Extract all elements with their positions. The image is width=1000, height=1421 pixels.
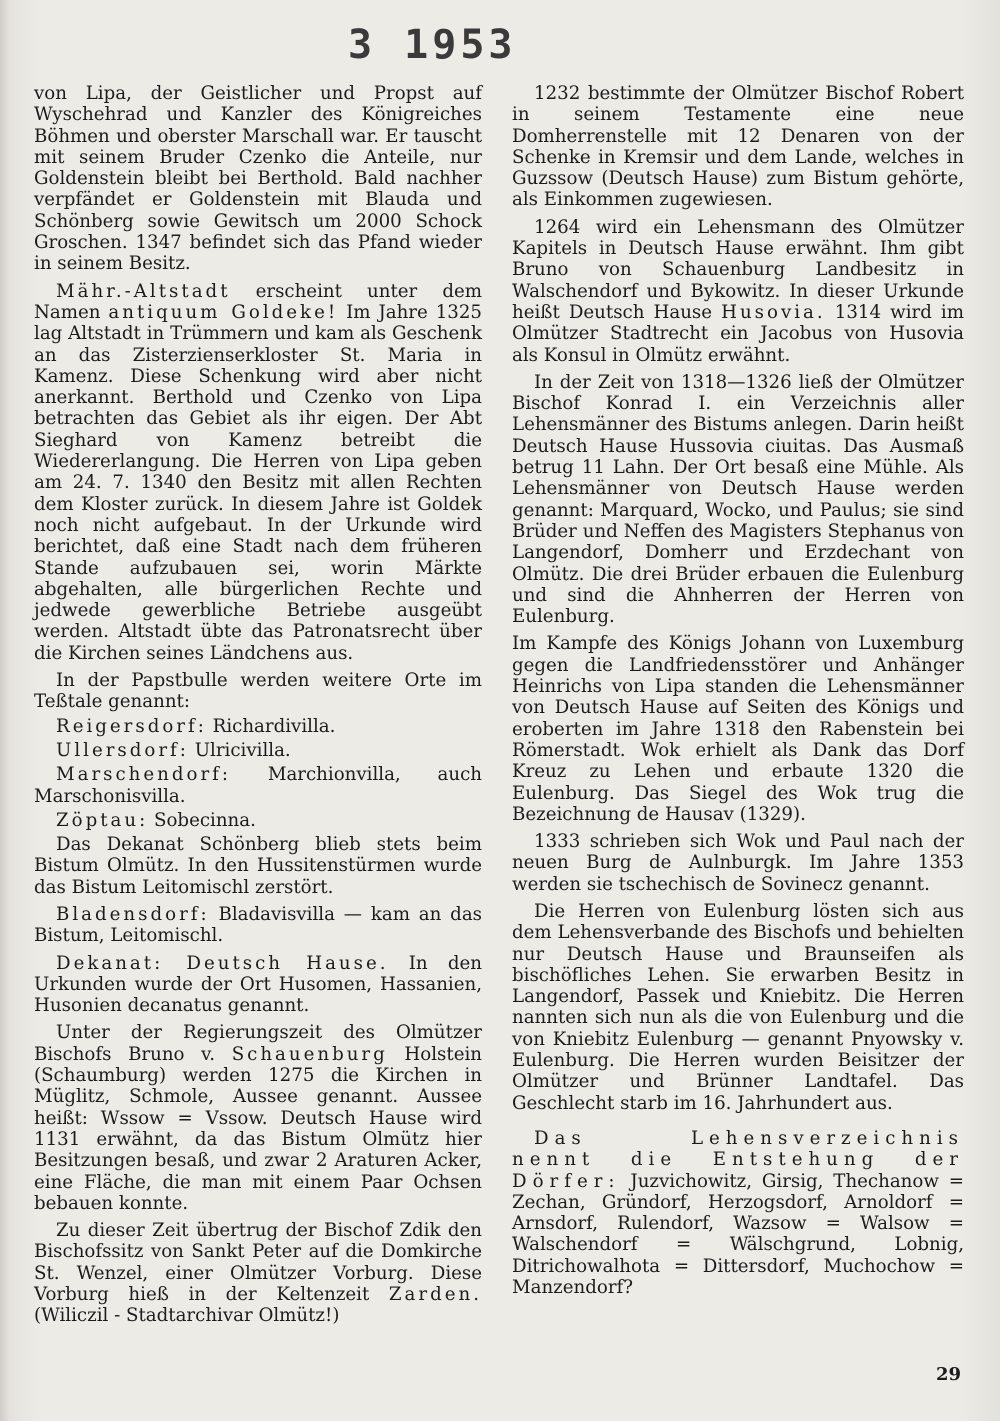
text-run: Unter der Regierungszeit des Olmützer Bischofs Bruno v. [34, 1022, 482, 1065]
paragraph: Die Herren von Eulenburg lösten sich aus dem Lehensverbande des Bischofs und behielten nur Deutsch Hause und Braunseifen als bischöfliches Lehen. Sie erwarben Besitz in Langendorf, Passek und Kniebitz. Die Herren nannten sich nun als die von Eulenburg und die von Kniebitz Eulenburg — genannt Pnyowsky v. Eulenburg. Die Herren wurden Beisitzer der Olmützer und Brünner Landtafel. Das Geschlecht starb im 16. Jahrhundert aus. [512, 900, 964, 1114]
paragraph: 1232 bestimmte der Olmützer Bischof Robert in seinem Testamente eine neue Domherrenstelle mit 12 Denaren von der Schenke in Kremsir und dem Lande, welches in Guzssow (Deutsch Hause) zum Bistum gehörte, als Einkommen zugewiesen. [512, 83, 964, 211]
date-stamp: 3 1953 [348, 22, 517, 68]
text-run: Juzvichowitz, Girsig, Thechanow = Zechan, Gründorf, Herzogsdorf, Arnoldorf = Arnsdorf, Rulendorf, Wazsow = Walsow = Walschendorf = Wälschgrund, Lobnig, Ditrichowalhota = Dittersdorf, Muchochow = Manzendorf? [512, 1170, 964, 1299]
spaced-term: Dekanat: Deutsch Hause. [56, 952, 389, 974]
text-run: Marchionvilla, auch Marschonisvilla. [34, 764, 482, 807]
paragraph [34, 281, 482, 664]
paragraph [34, 740, 482, 761]
text-run: Richardivilla. [206, 715, 336, 737]
left-column [34, 83, 482, 1333]
spaced-term: Mähr.-Altstadt [56, 280, 231, 302]
text-run: Bladavisvilla — kam an das Bistum, Leitomischl. [34, 903, 482, 947]
spaced-term: Husovia. [721, 301, 826, 323]
page-number: 29 [936, 1364, 962, 1385]
paragraph: von Lipa, der Geistlicher und Propst auf Wyschehrad und Kanzler des Königreiches Böhmen und oberster Marschall war. Er tauscht mit seinem Bruder Czenko die Anteile, nur Goldenstein bleibt bei Berthold. Bald nachher verpfändet er Goldenstein mit Blauda und Schönberg sowie Gewitsch um 2000 Schock Groschen. 1347 befindet sich das Pfand wieder in seinem Besitz. [34, 83, 482, 275]
spaced-term: Das Lehensverzeichnis nennt die Entstehung der Dörfer: [512, 1127, 964, 1192]
right-column [512, 83, 964, 1304]
spaced-term: antiquum Goldeke! [108, 301, 339, 323]
text-run: 1314 wird im Olmützer Stadtrecht ein Jacobus von Husovia als Konsul in Olmütz erwähnt. [512, 301, 964, 366]
spaced-term: Reigersdorf: [56, 715, 207, 737]
spaced-term: Bladensdorf: [56, 903, 210, 925]
paragraph [34, 810, 482, 831]
paragraph: In der Papstbulle werden weitere Orte im Teßtale genannt: [34, 670, 482, 713]
paragraph [34, 1220, 482, 1326]
paragraph: In der Zeit von 1318—1326 ließ der Olmützer Bischof Konrad I. ein Verzeichnis aller Lehensmänner des Bistums anlegen. Darin heißt Deutsch Hause Hussovia ciuitas. Das Ausmaß betrug 11 Lahn. Der Ort besaß eine Mühle. Als Lehensmänner von Deutsch Hause werden genannt: Marquard, Wocko, und Paulus; sie sind Brüder und Neffen des Magisters Stephanus von Langendorf, Domherr und Erzdechant von Olmütz. Die drei Brüder erbauen die Eulenburg und sind die Ahnherren der Herren von Eulenburg. [512, 371, 964, 628]
text-run: Holstein (Schaumburg) werden 1275 die Kirchen in Müglitz, Schmole, Aussee genannt. Aussee heißt: Wssow = Vssow. Deutsch Hause wird 1131 erwähnt, da das Bistum Olmütz hier Besitzungen besaß, und zwar 2 Araturen Acker, eine Fläche, die man mit einem Paar Ochsen bebauen konnte. [34, 1043, 482, 1214]
spaced-term: Ullersdorf: [56, 739, 189, 761]
paragraph [34, 904, 482, 947]
text-run: In den Urkunden wurde der Ort Husomen, Hassanien, Husonien decanatus genannt. [34, 952, 482, 1017]
text-run: erscheint unter dem Namen [34, 280, 482, 323]
text-run: Im Jahre 1325 lag Altstadt in Trümmern und kam als Geschenk an das Zisterzienserkloster St. Maria in Kamenz. Diese Schenkung wird aber nicht anerkannt. Berthold und Czenko von Lipa betrachten das Gebiet als ihr eigen. Der Abt Sieghard von Kamenz betreibt die Wiedererlangung. Die Herren von Lipa geben am 24. 7. 1340 den Besitz mit allen Rechten dem Kloster zurück. In diesem Jahre ist Goldek noch nicht aufgebaut. In der Urkunde wird berichtet, daß eine Stadt nach dem früheren Stande aufzubauen sei, worin Märkte abgehalten, alle bürgerlichen Rechte und jedwede gewerbliche Betriebe ausgeübt werden. Altstadt übte das Patronatsrecht über die Kirchen seines Ländchens aus. [34, 301, 482, 664]
paragraph: Das Dekanat Schönberg blieb stets beim Bistum Olmütz. In den Hussitenstürmen wurde das Bistum Leitomischl zerstört. [34, 834, 482, 898]
paragraph [512, 217, 964, 366]
text-run: Sobecinna. [148, 809, 256, 831]
paragraph [34, 1022, 482, 1214]
spaced-term: Zöptau: [56, 809, 149, 831]
text-run: (Wiliczil - Stadtarchivar Olmütz!) [34, 1305, 340, 1327]
paragraph [34, 716, 482, 737]
paragraph [512, 1128, 964, 1298]
paragraph [34, 764, 482, 807]
paragraph: Im Kampfe des Königs Johann von Luxemburg gegen die Landfriedensstörer und Anhänger Heinrichs von Lipa standen die Lehensmänner von Deutsch Hause auf Seiten des Königs und eroberten im Jahre 1318 den Rabenstein bei Römerstadt. Wok erhielt als Dank das Dorf Kreuz zu Lehen und erbaute 1320 die Eulenburg. Das Siegel des Wok trug die Bezeichnung de Hausav (1329). [512, 633, 964, 825]
text-run: Zu dieser Zeit übertrug der Bischof Zdik den Bischofssitz von Sankt Peter auf die Domkirche St. Wenzel, einer Olmützer Vorburg. Diese Vorburg hieß in der Keltenzeit [34, 1220, 482, 1306]
text-run: Ulricivilla. [188, 739, 291, 761]
text-run: 1264 wird ein Lehensmann des Olmützer Kapitels in Deutsch Hause erwähnt. Ihm gibt Bruno von Schauenburg Landbesitz in Walschendorf und Bykowitz. In dieser Urkunde heißt Deutsch Hause [512, 216, 964, 323]
paragraph: 1333 schrieben sich Wok und Paul nach der neuen Burg de Aulnburgk. Im Jahre 1353 werden sie tschechisch de Sovinecz genannt. [512, 831, 964, 895]
spaced-term: Schauenburg [231, 1043, 388, 1065]
paragraph [34, 953, 482, 1017]
spaced-term: Marschendorf: [56, 764, 232, 786]
spaced-term: Zarden. [388, 1284, 482, 1306]
